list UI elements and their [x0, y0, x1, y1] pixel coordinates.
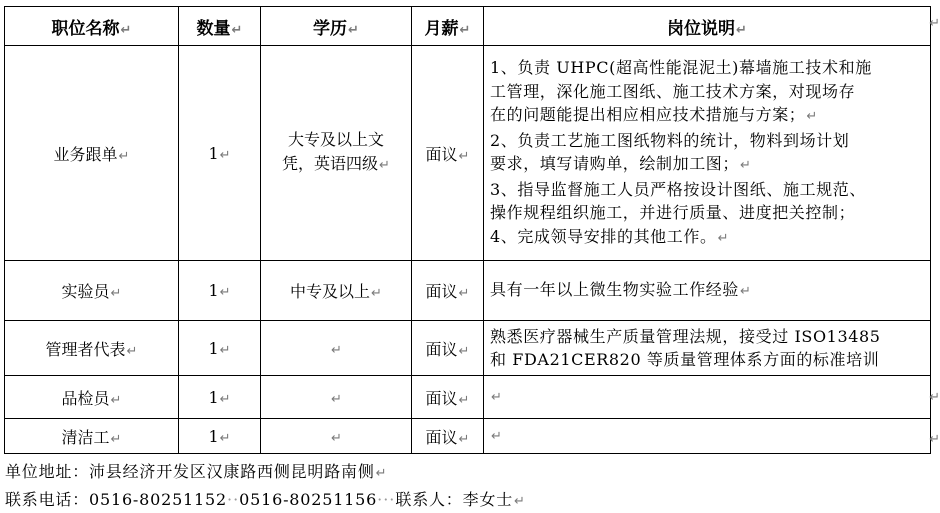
cell-salary: 面议↵ [412, 376, 484, 419]
return-arrow-icon: ↵ [458, 148, 470, 164]
return-arrow-icon: ↵ [717, 230, 730, 246]
return-arrow-icon: ↵ [231, 22, 243, 38]
return-arrow-icon: ↵ [929, 390, 940, 405]
cell-education: 中专及以上↵ [261, 261, 412, 321]
return-arrow-icon: ↵ [331, 430, 342, 446]
header-salary: 月薪↵ [412, 7, 484, 46]
contact-line: 联系电话：0516-80251152··0516-80251156···联系人：李女士↵ [5, 490, 526, 509]
return-arrow-icon: ↵ [736, 22, 747, 38]
address-label: 单位地址： [5, 462, 90, 481]
address-value: 沛县经济开发区汉康路西侧昆明路南侧 [89, 462, 375, 481]
job-table [4, 6, 931, 454]
cell-education [261, 419, 412, 454]
desc-line: 1、负责 UHPC(超高性能混泥土)幕墙施工技术和施 [490, 58, 872, 77]
return-arrow-icon: ↵ [514, 494, 526, 509]
contact-label: 联系人： [395, 490, 463, 509]
address-line [5, 459, 387, 482]
return-arrow-icon: ↵ [110, 286, 122, 301]
return-arrow-icon: ↵ [371, 286, 382, 301]
desc-line: 具有一年以上微生物实验工作经验↵ [490, 279, 752, 299]
desc-line: 在的问题能提出相应相应技术措施与方案；↵ [490, 105, 818, 124]
cell-education: 大专及以上文 凭，英语四级↵ [261, 46, 412, 261]
desc-line: 操作规程组织施工，并进行质量、进度把关控制； [490, 203, 856, 222]
desc-line: 和 FDA21CER820 等质量管理体系方面的标准培训 [490, 350, 880, 369]
return-arrow-icon: ↵ [458, 392, 470, 408]
desc-line: 要求，填写请购单，绘制加工图；↵ [490, 154, 752, 173]
return-arrow-icon: ↵ [118, 148, 130, 164]
cell-position: 品检员↵ [5, 376, 179, 419]
desc-line: 3、指导监督施工人员严格按设计图纸、施工规范、 [490, 179, 866, 199]
return-arrow-icon: ↵ [110, 431, 122, 447]
cell-count: 1↵ [179, 321, 261, 376]
return-arrow-icon: ↵ [929, 16, 940, 31]
desc-line: 熟悉医疗器械生产质量管理法规，接受过 ISO13485 [490, 326, 881, 346]
cell-position: 管理者代表↵ [5, 321, 179, 376]
return-arrow-icon: ↵ [379, 158, 390, 173]
return-arrow-icon: ↵ [491, 390, 503, 406]
return-arrow-icon: ↵ [219, 285, 231, 300]
return-arrow-icon: ↵ [126, 343, 138, 359]
desc-line: 工管理，深化施工图纸、施工技术方案，对现场存 [490, 81, 856, 101]
cell-education [261, 321, 412, 376]
header-description: 岗位说明↵ [484, 7, 931, 46]
cell-count: 1↵ [179, 261, 261, 321]
desc-line: 4、完成领导安排的其他工作。↵ [490, 226, 730, 246]
return-arrow-icon: ↵ [459, 22, 471, 38]
phone-2: 0516-80251156 [239, 490, 378, 509]
cell-position: 清洁工↵ [5, 419, 179, 454]
desc-line: 2、负责工艺施工图纸物料的统计，物料到场计划 [490, 130, 850, 150]
return-arrow-icon: ↵ [458, 343, 470, 359]
return-arrow-icon: ↵ [331, 342, 342, 358]
phone-1: 0516-80251152 [89, 490, 227, 509]
cell-count: 1↵ [179, 419, 261, 454]
table-header-row [5, 7, 931, 46]
return-arrow-icon: ↵ [458, 286, 470, 301]
table-row [5, 376, 931, 419]
cell-salary: 面议↵ [412, 321, 484, 376]
return-arrow-icon: ↵ [458, 431, 470, 447]
cell-description [484, 376, 931, 419]
header-count: 数量↵ [179, 7, 261, 46]
contact-name: 李女士 [462, 490, 513, 509]
return-arrow-icon: ↵ [219, 342, 231, 358]
return-arrow-icon: ↵ [110, 392, 122, 408]
return-arrow-icon: ↵ [740, 158, 752, 173]
return-arrow-icon: ↵ [331, 391, 342, 407]
header-education: 学历↵ [261, 7, 412, 46]
return-arrow-icon: ↵ [740, 283, 752, 299]
table-row [5, 321, 931, 376]
cell-salary: 面议↵ [412, 261, 484, 321]
cell-description [484, 419, 931, 454]
table-row [5, 46, 931, 261]
return-arrow-icon: ↵ [120, 22, 132, 38]
cell-description [484, 261, 931, 321]
cell-position: 实验员↵ [5, 261, 179, 321]
return-arrow-icon: ↵ [929, 432, 940, 447]
cell-description [484, 321, 931, 376]
cell-education [261, 376, 412, 419]
return-arrow-icon: ↵ [806, 109, 818, 124]
table-row [5, 419, 931, 454]
return-arrow-icon: ↵ [375, 466, 388, 481]
cell-count: 1↵ [179, 46, 261, 261]
cell-count: 1↵ [179, 376, 261, 419]
return-arrow-icon: ↵ [348, 22, 359, 38]
cell-description [484, 46, 931, 261]
cell-position: 业务跟单↵ [5, 46, 179, 261]
return-arrow-icon: ↵ [491, 429, 503, 445]
header-position: 职位名称↵ [5, 7, 179, 46]
cell-salary: 面议↵ [412, 419, 484, 454]
phone-label: 联系电话： [5, 490, 90, 509]
return-arrow-icon: ↵ [219, 430, 231, 446]
table-row [5, 261, 931, 321]
return-arrow-icon: ↵ [219, 147, 231, 163]
return-arrow-icon: ↵ [219, 391, 231, 407]
cell-salary: 面议↵ [412, 46, 484, 261]
